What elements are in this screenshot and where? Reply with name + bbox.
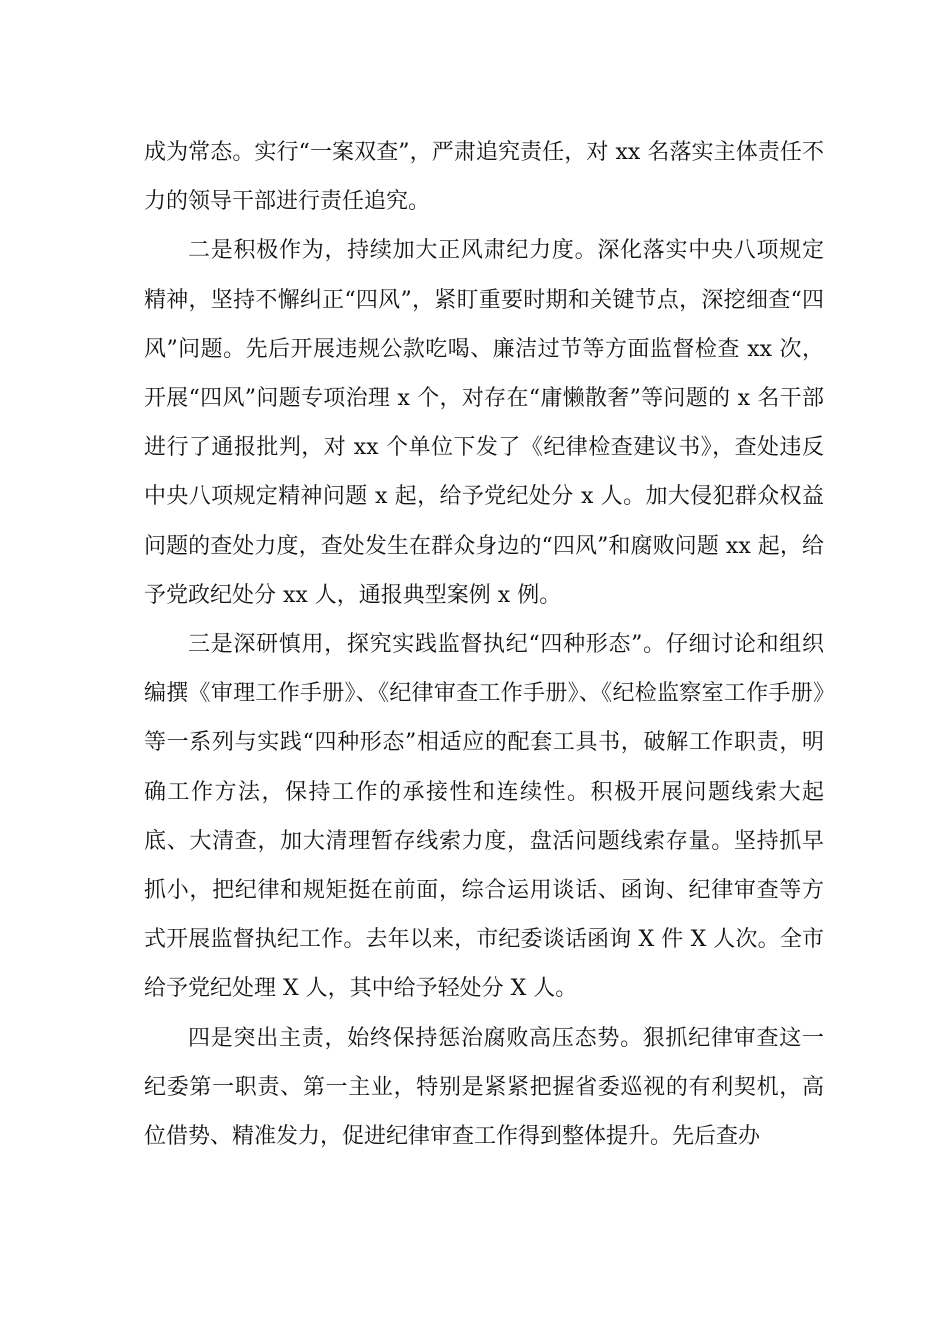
paragraph-continuation: 成为常态。实行“一案双查”，严肃追究责任，对 xx 名落实主体责任不力的领导干部进行责任追究。 <box>144 140 824 215</box>
document-body <box>144 128 824 1161</box>
paragraph-4: 四是突出主责，始终保持惩治腐败高压态势。狠抓纪律审查这一纪委第一职责、第一主业，特别是紧紧把握省委巡视的有利契机，高位借势、精准发力，促进纪律审查工作得到整体提升。先后查办 <box>144 1025 824 1150</box>
paragraph-3: 三是深研慎用，探究实践监督执纪“四种形态”。仔细讨论和组织编撰《审理工作手册》、《纪律审查工作手册》、《纪检监察室工作手册》等一系列与实践“四种形态”相适应的配套工具书，破解工作职责，明确工作方法，保持工作的承接性和连续性。积极开展问题线索大起底、大清查，加大清理暂存线索力度，盘活问题线索存量。坚持抓早抓小，把纪律和规矩挺在前面，综合运用谈话、函询、纪律审查等方式开展监督执纪工作。去年以来，市纪委谈话函询 X 件 X 人次。全市给予党纪处理 X 人，其中给予轻处分 X 人。 <box>144 632 824 1002</box>
paragraph-2: 二是积极作为，持续加大正风肃纪力度。深化落实中央八项规定精神，坚持不懈纠正“四风”，紧盯重要时期和关键节点，深挖细查“四风”问题。先后开展违规公款吃喝、廉洁过节等方面监督检查 xx 次，开展“四风”问题专项治理 x 个，对存在“庸懒散奢”等问题的 x 名干部进行了通报批判，对 xx 个单位下发了《纪律检查建议书》，查处违反中央八项规定精神问题 x 起，给予党纪处分 x 人。加大侵犯群众权益问题的查处力度，查处发生在群众身边的“四风”和腐败问题 xx 起，给予党政纪处分 xx 人，通报典型案例 x 例。 <box>144 238 824 608</box>
